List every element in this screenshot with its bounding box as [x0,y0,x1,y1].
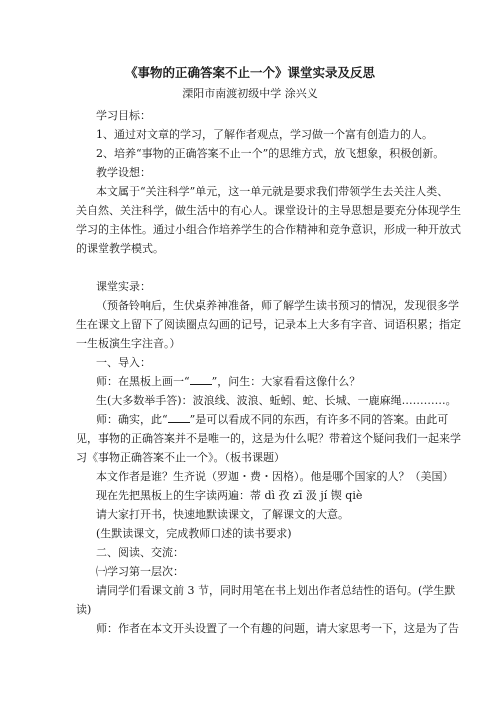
paragraph-line: 的课堂教学模式。 [76,242,164,255]
paragraph-line: (生默读课文，完成教师口述的读书要求) [96,527,292,540]
paragraph-line: 现在先把黑板上的生字读两遍：蒂 dì 孜 zī 汲 jí 锲 qiè [96,489,363,502]
paragraph-line: （预备铃响后，生伏桌养神准备，师了解学生读书预习的情况，发现很多学 [96,299,459,312]
section-heading-design: 教学设想： [96,166,151,179]
paragraph-line: 见，事物的正确答案并不是唯一的，这是为什么呢？带着这个疑问我们一起来学 [76,432,461,445]
paragraph-line: 本文作者是谁？生齐说（罗迦・费・因格）。他是哪个国家的人？（美国） [96,470,454,483]
paragraph-line: 关自然、关注科学，做生活中的有心人。课堂设计的主导思想是要充分体现学生 [76,204,461,217]
paragraph-line: 习《事物正确答案不止一个》。（板书课题） [76,451,285,464]
paragraph-line: 读) [76,603,92,616]
section-heading-reading: 二、阅读、交流： [96,546,184,559]
subsection-heading: ㈠学习第一层次： [96,565,184,578]
paragraph-line: 生在课文上留下了阅读圈点勾画的记号，记录本上大多有字音、词语积累；指定 [76,318,461,331]
paragraph-line [96,374,360,390]
text-segment: 师：在黑板上画一“ [96,375,190,388]
page-title: 《事物的正确答案不止一个》课堂实录及反思 [124,65,375,80]
paragraph-line: 请同学们看课文前 3 节，同时用笔在书上划出作者总结性的语句。(学生默 [96,584,456,597]
paragraph-line: 一生板演生字注音。） [76,337,181,350]
blank-underline [168,413,190,423]
objective-item-1: 1、通过对文章的学习，了解作者观点，学习做一个富有创造力的人。 [96,128,433,141]
paragraph-line: 生(大多数举手答)：波浪线、波浪、蚯蚓、蛇、长城、一鹿麻绳…………。 [96,394,457,407]
paragraph-line: 请大家打开书，快速地默读课文，了解课文的大意。 [96,508,349,521]
text-segment: ”，问生：大家看看这像什么？ [211,375,361,388]
paragraph-line [96,412,448,428]
paragraph-line: 师：作者在本文开头设置了一个有趣的问题，请大家思考一下，这是为了告 [96,622,459,635]
section-heading-record: 课堂实录： [96,280,151,293]
text-segment: 师：确实，此“ [96,413,168,426]
blank-underline [190,375,212,385]
author-line: 溧阳市南渡初级中学 涂兴义 [182,87,318,100]
text-segment: ”是可以看成不同的东西，有许多不同的答案。由此可 [189,413,449,426]
section-heading-objectives: 学习目标： [96,109,151,122]
section-heading-intro: 一、导入： [96,356,151,369]
paragraph-line: 本文属于“关注科学”单元，这一单元就是要求我们带领学生去关注人类、 [96,185,449,198]
objective-item-2: 2、培养“事物的正确答案不止一个”的思维方式，放飞想象，积极创新。 [96,147,445,160]
paragraph-line: 学习的主体性。通过小组合作培养学生的合作精神和竞争意识，形成一种开放式 [76,223,461,236]
